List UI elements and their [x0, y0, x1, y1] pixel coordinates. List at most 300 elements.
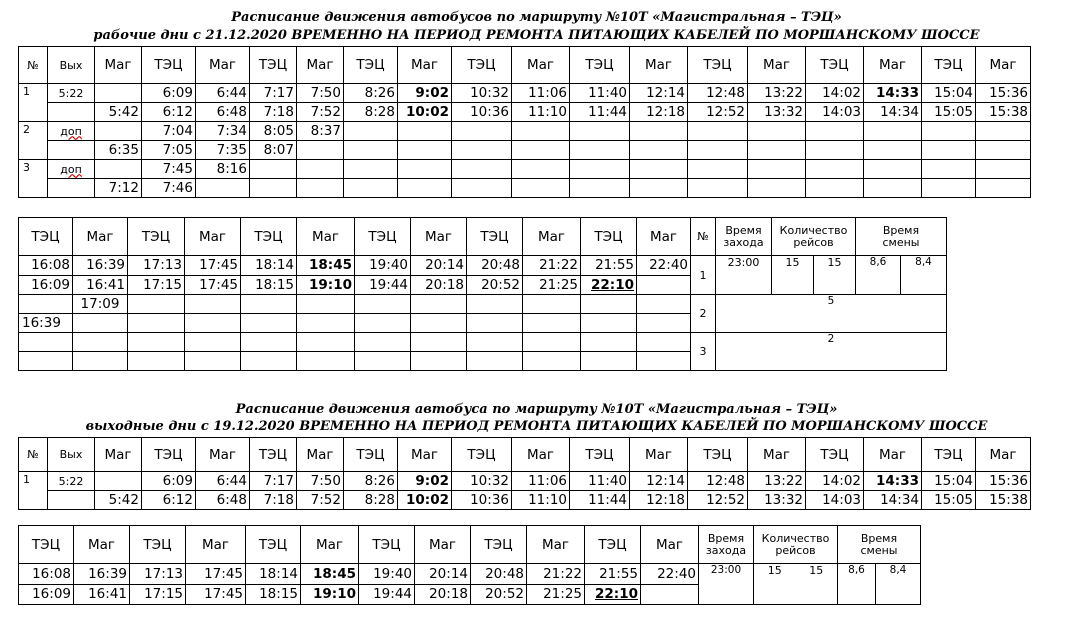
time-cell: [398, 160, 452, 179]
time-cell: [241, 314, 297, 333]
time-cell: [922, 160, 976, 179]
time-cell: 6:12: [142, 491, 196, 510]
time-cell: [411, 352, 467, 371]
stop-header: Маг: [95, 438, 142, 472]
time-cell: 18:45: [297, 256, 355, 276]
weekend-title: Расписание движения автобуса по маршруту №10Т «Магистральная – ТЭЦ»: [235, 402, 838, 417]
time-cell: 19:44: [359, 584, 415, 605]
time-cell: 7:12: [95, 179, 142, 198]
exit-time-empty: [48, 491, 95, 510]
table-row: [19, 491, 1031, 510]
block-number: 1: [19, 84, 48, 122]
time-cell: 19:10: [301, 584, 359, 605]
time-cell: 8:05: [250, 122, 297, 141]
time-cell: [922, 141, 976, 160]
time-cell: 6:35: [95, 141, 142, 160]
time-cell: [570, 160, 630, 179]
stop-header: ТЭЦ: [19, 218, 73, 256]
time-cell: 21:55: [585, 564, 641, 585]
time-cell: [748, 122, 806, 141]
time-cell: 14:03: [806, 491, 864, 510]
time-cell: 15:38: [976, 103, 1031, 122]
time-cell: 13:32: [748, 491, 806, 510]
table-row: [19, 333, 947, 352]
time-cell: [128, 295, 185, 314]
time-cell: 12:48: [688, 472, 748, 491]
time-cell: 19:40: [359, 564, 415, 585]
time-cell: 10:32: [452, 472, 512, 491]
time-cell: 20:14: [415, 564, 471, 585]
time-cell: 12:48: [688, 84, 748, 103]
time-cell: 15:05: [922, 103, 976, 122]
time-cell: [297, 314, 355, 333]
trips-count-a: 15: [772, 256, 814, 294]
time-cell: 16:41: [73, 275, 128, 295]
time-cell: 10:02: [398, 103, 452, 122]
time-cell: [570, 179, 630, 198]
stop-header: ТЭЦ: [142, 47, 196, 84]
time-cell: 16:41: [74, 584, 130, 605]
entry-time-header: Время захода: [699, 526, 754, 564]
time-cell: 7:04: [142, 122, 196, 141]
time-cell: [355, 352, 411, 371]
time-cell: [19, 352, 73, 371]
time-cell: [922, 179, 976, 198]
weekday-main-timetable: [18, 46, 1031, 198]
trips-count-b: 15: [827, 256, 842, 269]
time-cell: [19, 333, 73, 352]
stop-header: ТЭЦ: [250, 438, 297, 472]
time-cell: 21:55: [581, 256, 637, 276]
time-cell: [512, 122, 570, 141]
time-cell: 12:52: [688, 491, 748, 510]
block-number: 1: [691, 256, 716, 295]
trips-count-a: 15: [767, 564, 782, 577]
time-cell: 11:06: [512, 84, 570, 103]
time-cell: 15:04: [922, 472, 976, 491]
time-cell: [630, 141, 688, 160]
weekday-title: Расписание движения автобусов по маршруту №10Т «Магистральная – ТЭЦ»: [231, 10, 842, 25]
time-cell: 16:39: [73, 256, 128, 276]
time-cell: 16:09: [19, 275, 73, 295]
stop-header: Маг: [976, 438, 1031, 472]
time-cell: [95, 122, 142, 141]
time-cell: [452, 179, 512, 198]
table-row: [19, 179, 1031, 198]
time-cell: 21:22: [527, 564, 585, 585]
time-cell: [922, 122, 976, 141]
weekend-main-timetable: [18, 437, 1031, 510]
time-cell: 7:18: [250, 103, 297, 122]
table-row: [19, 564, 921, 585]
table-row: [19, 295, 947, 314]
time-cell: 20:52: [467, 275, 523, 295]
time-cell: [864, 179, 922, 198]
stop-header: ТЭЦ: [922, 438, 976, 472]
stop-header: Маг: [297, 218, 355, 256]
time-cell: 17:45: [186, 584, 246, 605]
time-cell: 5:42: [95, 103, 142, 122]
stop-header: ТЭЦ: [359, 526, 415, 564]
stop-header: ТЭЦ: [452, 438, 512, 472]
time-cell: 8:28: [344, 491, 398, 510]
stop-header: ТЭЦ: [688, 438, 748, 472]
time-cell: 14:34: [864, 103, 922, 122]
time-cell: [523, 333, 581, 352]
table-row: [19, 122, 1031, 141]
time-cell: 7:52: [297, 491, 344, 510]
time-cell: [95, 84, 142, 103]
time-cell: 6:44: [196, 472, 250, 491]
time-cell: 17:13: [130, 564, 186, 585]
stop-header: ТЭЦ: [250, 47, 297, 84]
time-cell: 17:45: [185, 256, 241, 276]
stop-header: Маг: [748, 438, 806, 472]
time-cell: 12:14: [630, 472, 688, 491]
time-cell: 7:46: [142, 179, 196, 198]
stop-header: ТЭЦ: [246, 526, 301, 564]
time-cell: [864, 122, 922, 141]
time-cell: [641, 584, 699, 605]
header-row: [19, 47, 1031, 84]
time-cell: [241, 295, 297, 314]
time-cell: 17:45: [186, 564, 246, 585]
time-cell: [355, 314, 411, 333]
time-cell: 6:44: [196, 84, 250, 103]
entry-time-header: Время захода: [716, 218, 772, 256]
time-cell: [73, 352, 128, 371]
stop-header: ТЭЦ: [570, 47, 630, 84]
stop-header: Маг: [411, 218, 467, 256]
trips-count: [754, 564, 838, 605]
header-row: [19, 526, 921, 564]
time-cell: [976, 160, 1031, 179]
entry-time: 23:00: [699, 564, 754, 605]
trips-count-b: 15: [809, 564, 824, 577]
time-cell: 18:15: [246, 584, 301, 605]
time-cell: [512, 141, 570, 160]
time-cell: 17:09: [73, 295, 128, 314]
weekday-evening-timetable: [18, 217, 947, 371]
time-cell: 18:45: [301, 564, 359, 585]
weekend-subtitle: выходные дни с 19.12.2020 ВРЕМЕННО НА ПЕРИОД РЕМОНТА ПИТАЮЩИХ КАБЕЛЕЙ ПО МОРШАНСКОМУ ШОССЕ: [85, 419, 988, 434]
time-cell: [398, 179, 452, 198]
block-number: 2: [691, 295, 716, 333]
time-cell: [398, 122, 452, 141]
time-cell: [355, 295, 411, 314]
time-cell: [806, 160, 864, 179]
stop-header: ТЭЦ: [688, 47, 748, 84]
trips-count-header: Количество рейсов: [754, 526, 838, 564]
table-row: [19, 256, 947, 276]
header-row: [19, 438, 1031, 472]
stop-header: ТЭЦ: [142, 438, 196, 472]
stop-header: Маг: [864, 47, 922, 84]
block-number: 2: [19, 122, 48, 160]
time-cell: 19:40: [355, 256, 411, 276]
weekday-subtitle: рабочие дни с 21.12.2020 ВРЕМЕННО НА ПЕРИОД РЕМОНТА ПИТАЮЩИХ КАБЕЛЕЙ ПО МОРШАНСКОМУ ШОССЕ: [93, 28, 980, 43]
block-number: 1: [19, 472, 48, 510]
time-cell: 14:33: [864, 84, 922, 103]
time-cell: 13:32: [748, 103, 806, 122]
stop-header: Маг: [74, 526, 130, 564]
stop-header: Маг: [73, 218, 128, 256]
stop-header: Маг: [630, 47, 688, 84]
time-cell: [688, 141, 748, 160]
time-cell: 12:52: [688, 103, 748, 122]
time-cell: [344, 122, 398, 141]
time-cell: 17:15: [128, 275, 185, 295]
time-cell: [976, 141, 1031, 160]
time-cell: [523, 352, 581, 371]
stop-header: ТЭЦ: [471, 526, 527, 564]
block-number: 3: [19, 160, 48, 198]
time-cell: 22:10: [585, 584, 641, 605]
header-row: [19, 218, 947, 256]
time-cell: 20:52: [471, 584, 527, 605]
time-cell: 12:18: [630, 103, 688, 122]
time-cell: 7:45: [142, 160, 196, 179]
trips-count: [772, 256, 856, 295]
time-cell: 10:36: [452, 491, 512, 510]
time-cell: 22:10: [581, 275, 637, 295]
time-cell: 16:09: [19, 584, 74, 605]
time-cell: [241, 352, 297, 371]
time-cell: [806, 122, 864, 141]
time-cell: 12:18: [630, 491, 688, 510]
time-cell: [250, 179, 297, 198]
stop-header: ТЭЦ: [130, 526, 186, 564]
shift-time-header: Время смены: [856, 218, 947, 256]
time-cell: 20:14: [411, 256, 467, 276]
time-cell: 7:05: [142, 141, 196, 160]
time-cell: [411, 314, 467, 333]
time-cell: 8:26: [344, 472, 398, 491]
time-cell: 7:17: [250, 84, 297, 103]
time-cell: [297, 333, 355, 352]
time-cell: 15:04: [922, 84, 976, 103]
time-cell: [297, 352, 355, 371]
time-cell: 8:28: [344, 103, 398, 122]
stop-header: Маг: [297, 438, 344, 472]
time-cell: 22:40: [641, 564, 699, 585]
time-cell: [467, 314, 523, 333]
time-cell: 13:22: [748, 84, 806, 103]
time-cell: 9:02: [398, 84, 452, 103]
time-cell: 7:18: [250, 491, 297, 510]
time-cell: 8:37: [297, 122, 344, 141]
time-cell: [95, 472, 142, 491]
time-cell: [570, 141, 630, 160]
time-cell: 17:15: [130, 584, 186, 605]
time-cell: [976, 179, 1031, 198]
time-cell: [748, 160, 806, 179]
stop-header: Маг: [976, 47, 1031, 84]
time-cell: 20:48: [471, 564, 527, 585]
number-header: №: [691, 218, 716, 256]
stop-header: Маг: [523, 218, 581, 256]
time-cell: 21:25: [527, 584, 585, 605]
time-cell: [344, 141, 398, 160]
time-cell: 8:07: [250, 141, 297, 160]
time-cell: [196, 179, 250, 198]
time-cell: [19, 295, 73, 314]
exit-time-empty: [48, 141, 95, 160]
stop-header: Маг: [196, 438, 250, 472]
stop-header: ТЭЦ: [452, 47, 512, 84]
time-cell: 20:18: [411, 275, 467, 295]
time-cell: 6:12: [142, 103, 196, 122]
time-cell: 12:14: [630, 84, 688, 103]
time-cell: [128, 314, 185, 333]
time-cell: [806, 141, 864, 160]
time-cell: [806, 179, 864, 198]
stop-header: Маг: [185, 218, 241, 256]
stop-header: Маг: [641, 526, 699, 564]
time-cell: 15:38: [976, 491, 1031, 510]
exit-header: Вых: [48, 47, 95, 84]
time-cell: 7:50: [297, 472, 344, 491]
time-cell: [630, 122, 688, 141]
stop-header: ТЭЦ: [806, 47, 864, 84]
block3-extra: 2: [716, 333, 947, 371]
time-cell: [976, 122, 1031, 141]
time-cell: [570, 122, 630, 141]
stop-header: ТЭЦ: [241, 218, 297, 256]
exit-time: 5:22: [48, 472, 95, 491]
time-cell: 19:10: [297, 275, 355, 295]
time-cell: [452, 160, 512, 179]
time-cell: 7:17: [250, 472, 297, 491]
time-cell: [637, 314, 691, 333]
stop-header: ТЭЦ: [581, 218, 637, 256]
time-cell: [297, 160, 344, 179]
exit-header: Вых: [48, 438, 95, 472]
time-cell: 6:09: [142, 84, 196, 103]
time-cell: 16:39: [74, 564, 130, 585]
stop-header: Маг: [512, 438, 570, 472]
stop-header: Маг: [415, 526, 471, 564]
time-cell: 11:44: [570, 491, 630, 510]
number-header: №: [19, 438, 48, 472]
time-cell: 18:14: [246, 564, 301, 585]
block2-extra: 5: [716, 295, 947, 333]
shift-time-a: 8,6: [838, 564, 876, 605]
time-cell: 18:14: [241, 256, 297, 276]
time-cell: 7:52: [297, 103, 344, 122]
time-cell: 11:44: [570, 103, 630, 122]
time-cell: 15:36: [976, 84, 1031, 103]
stop-header: ТЭЦ: [128, 218, 185, 256]
time-cell: [250, 160, 297, 179]
time-cell: [637, 333, 691, 352]
exit-time-empty: [48, 179, 95, 198]
entry-time: 23:00: [716, 256, 772, 295]
time-cell: 11:40: [570, 472, 630, 491]
table-row: [19, 160, 1031, 179]
shift-time-b: 8,4: [901, 256, 947, 295]
time-cell: [637, 295, 691, 314]
time-cell: [637, 275, 691, 295]
time-cell: [185, 333, 241, 352]
stop-header: ТЭЦ: [806, 438, 864, 472]
time-cell: 17:13: [128, 256, 185, 276]
time-cell: 6:48: [196, 103, 250, 122]
stop-header: ТЭЦ: [355, 218, 411, 256]
time-cell: 18:15: [241, 275, 297, 295]
time-cell: [748, 141, 806, 160]
time-cell: 6:48: [196, 491, 250, 510]
stop-header: Маг: [301, 526, 359, 564]
time-cell: [411, 333, 467, 352]
time-cell: [452, 141, 512, 160]
time-cell: [398, 141, 452, 160]
time-cell: 13:22: [748, 472, 806, 491]
time-cell: [688, 122, 748, 141]
time-cell: [581, 352, 637, 371]
time-cell: 15:05: [922, 491, 976, 510]
shift-time-header: Время смены: [838, 526, 921, 564]
time-cell: [344, 160, 398, 179]
time-cell: 11:06: [512, 472, 570, 491]
stop-header: ТЭЦ: [467, 218, 523, 256]
stop-header: Маг: [297, 47, 344, 84]
time-cell: [688, 160, 748, 179]
time-cell: 16:39: [19, 314, 73, 333]
time-cell: [73, 333, 128, 352]
time-cell: [512, 179, 570, 198]
time-cell: [748, 179, 806, 198]
time-cell: [637, 352, 691, 371]
stop-header: Маг: [637, 218, 691, 256]
time-cell: 8:26: [344, 84, 398, 103]
stop-header: Маг: [512, 47, 570, 84]
time-cell: [297, 295, 355, 314]
stop-header: Маг: [398, 47, 452, 84]
weekend-evening-timetable: [18, 525, 921, 605]
stop-header: ТЭЦ: [344, 438, 398, 472]
stop-header: Маг: [748, 47, 806, 84]
stop-header: ТЭЦ: [19, 526, 74, 564]
time-cell: 15:36: [976, 472, 1031, 491]
time-cell: 9:02: [398, 472, 452, 491]
time-cell: [128, 333, 185, 352]
time-cell: 16:08: [19, 564, 74, 585]
time-cell: [185, 352, 241, 371]
stop-header: Маг: [196, 47, 250, 84]
time-cell: 19:44: [355, 275, 411, 295]
time-cell: 20:48: [467, 256, 523, 276]
time-cell: [864, 160, 922, 179]
number-header: №: [19, 47, 48, 84]
time-cell: [185, 295, 241, 314]
table-row: [19, 141, 1031, 160]
exit-time: 5:22: [48, 84, 95, 103]
time-cell: [344, 179, 398, 198]
time-cell: 21:22: [523, 256, 581, 276]
time-cell: 16:08: [19, 256, 73, 276]
time-cell: 11:40: [570, 84, 630, 103]
time-cell: 7:35: [196, 141, 250, 160]
time-cell: 10:32: [452, 84, 512, 103]
time-cell: [452, 122, 512, 141]
table-row: [19, 472, 1031, 491]
time-cell: [581, 314, 637, 333]
time-cell: 22:40: [637, 256, 691, 276]
time-cell: 17:45: [185, 275, 241, 295]
stop-header: Маг: [186, 526, 246, 564]
stop-header: Маг: [95, 47, 142, 84]
